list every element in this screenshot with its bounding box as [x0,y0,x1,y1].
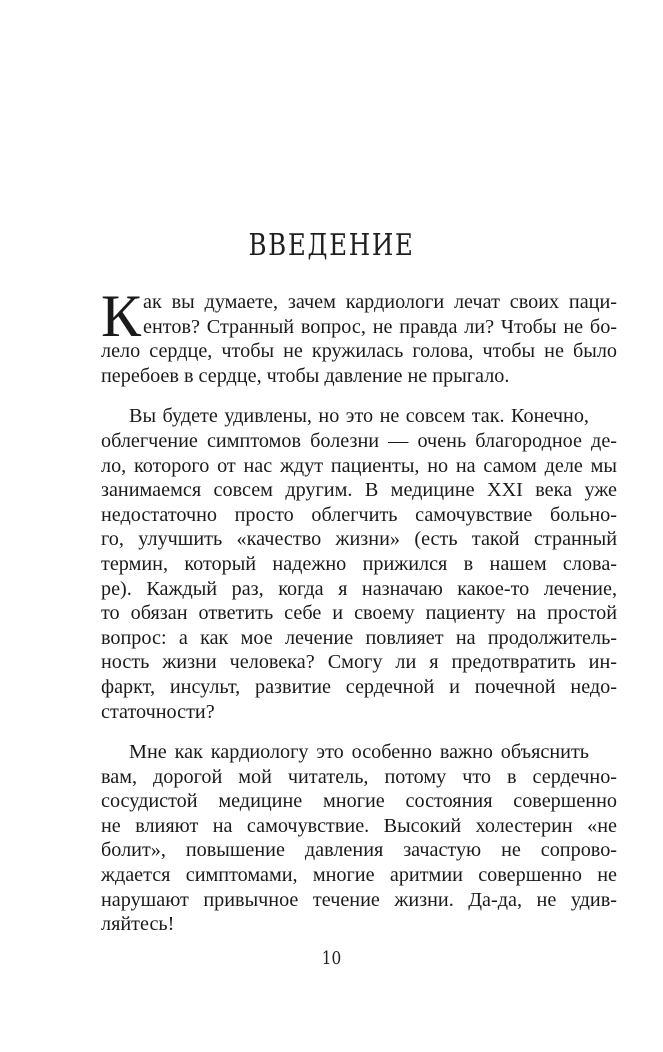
chapter-title: ВВЕДЕНИЕ [248,228,415,263]
text-line: сосудистой медицине многие состояния совершенно [101,790,617,813]
text-line: Мне как кардиологу это особенно важно объяснить [129,741,589,764]
paragraph-3 [101,740,617,937]
text-line: ак вы думаете, зачем кардиологи лечат своих паци- [143,291,618,313]
page-number: 10 [321,948,342,969]
text-line: ждается симптомами, многие аритмии совершенно не [101,864,617,887]
text-line: ло, которого от нас ждут пациенты, но на самом деле мы [101,454,617,477]
text-line: вам, дорогой мой читатель, потому что в сердечно- [101,765,618,788]
text-line: нарушают привычное течение жизни. Да-да, не удив- [101,888,617,911]
text-line: недостаточно просто облегчить самочувствие больно- [101,503,617,526]
paragraph-2 [101,404,617,724]
text-line: ность жизни человека? Смогу ли я предотвратить ин- [101,651,617,674]
text-line: облегчение симптомов болезни — очень благородное де- [101,429,618,452]
text-line: фаркт, инсульт, развитие сердечной и почечной недо- [101,675,617,698]
text-line: ре). Каждый раз, когда я назначаю какое-то лечение, [101,577,617,600]
text-line: то обязан ответить себе и своему пациенту на простой [101,602,618,625]
paragraph-1 [101,283,618,388]
body-text [101,283,618,937]
text-line: занимаемся совсем другим. В медицине XXI века уже [101,479,617,502]
text-line: перебоев в сердце, чтобы давление не прыгало. [101,364,510,387]
text-line: ляйтесь! [101,913,175,936]
drop-cap: К [101,283,142,349]
text-line: статочности? [101,700,215,723]
text-line: термин, который надежно прижился в нашем слова- [101,552,618,575]
text-line: лело сердце, чтобы не кружилась голова, чтобы не было [101,340,617,363]
text-line: ентов? Странный вопрос, не правда ли? Чтобы не бо- [143,315,618,338]
text-line: вопрос: а как мое лечение повлияет на продолжитель- [101,626,617,649]
text-line: не влияют на самочувствие. Высокий холестерин «не [101,814,617,837]
text-line: Вы будете удивлены, но это не совсем так. Конечно, [129,405,589,428]
text-line: болит», повышение давления зачастую не сопрово- [101,839,618,862]
text-line: го, улучшить «качество жизни» (есть такой странный [101,528,618,551]
